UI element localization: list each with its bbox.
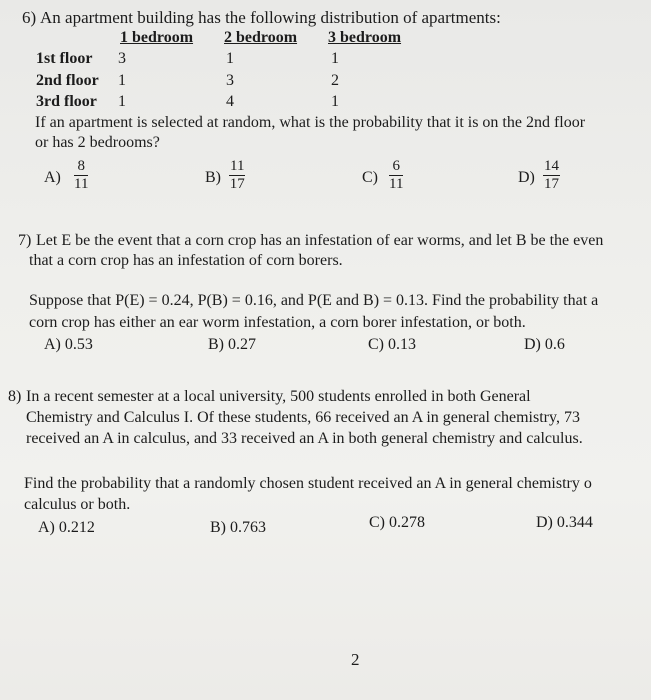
q6-choice-b-letter: B)	[205, 169, 221, 186]
q7-choice-c: C) 0.13	[368, 336, 416, 353]
q6-cell: 4	[226, 93, 234, 110]
q6-row-label: 3rd floor	[36, 93, 97, 110]
q7-line2: that a corn crop has an infestation of corn borers.	[29, 252, 343, 269]
q8-choice-a: A) 0.212	[38, 519, 95, 536]
q8-line5: calculus or both.	[24, 496, 131, 513]
q6-choice-b-fraction	[229, 159, 245, 192]
q6-question-line1: If an apartment is selected at random, what is the probability that it is on the 2nd floor	[35, 114, 586, 131]
q8-number: 8)	[8, 388, 22, 405]
q6-cell: 1	[118, 72, 126, 89]
fraction-denominator: 17	[229, 176, 245, 192]
q8-choice-d: D) 0.344	[536, 514, 593, 531]
q8-line2: Chemistry and Calculus I. Of these students, 66 received an A in general chemistry, 73	[26, 409, 580, 426]
fraction-numerator: 14	[544, 158, 559, 174]
q6-cell: 3	[226, 72, 234, 89]
q7-choice-a: A) 0.53	[44, 336, 93, 353]
q6-choice-d-fraction	[543, 159, 560, 192]
q6-cell: 2	[331, 72, 339, 89]
q6-question-line2: or has 2 bedrooms?	[35, 134, 160, 151]
q6-cell: 1	[226, 50, 234, 67]
q6-choice-c-letter: C)	[362, 169, 378, 186]
q6-col-3bedroom: 3 bedroom	[328, 29, 402, 46]
q6-number: 6)	[22, 8, 37, 27]
q8-line4: Find the probability that a randomly chosen student received an A in general chemistry o	[24, 475, 592, 492]
fraction-denominator: 11	[389, 176, 404, 192]
q7-choice-d: D) 0.6	[524, 336, 565, 353]
page-number: 2	[351, 650, 360, 669]
q7-number: 7)	[18, 232, 32, 249]
q7-line1: Let E be the event that a corn crop has an infestation of ear worms, and let B be the even	[36, 232, 604, 249]
q6-cell: 1	[118, 93, 126, 110]
q7-choice-b: B) 0.27	[208, 336, 256, 353]
q6-choice-a-fraction	[74, 159, 88, 192]
q8-line3: received an A in calculus, and 33 received an A in both general chemistry and calculus.	[26, 430, 583, 447]
q6-col-1bedroom: 1 bedroom	[120, 29, 194, 46]
fraction-numerator: 6	[389, 159, 403, 176]
q8-line1: In a recent semester at a local university, 500 students enrolled in both General	[26, 388, 531, 405]
q6-choice-d-letter: D)	[518, 169, 535, 186]
q8-choice-b: B) 0.763	[210, 519, 266, 536]
fraction-numerator: 8	[74, 159, 88, 176]
q7-line4: corn crop has either an ear worm infestation, a corn borer infestation, or both.	[29, 314, 526, 331]
q6-choice-a-letter: A)	[44, 169, 61, 186]
fraction-denominator: 17	[544, 176, 559, 192]
q6-cell: 1	[331, 50, 339, 67]
q6-row-label: 1st floor	[36, 50, 93, 67]
q6-row-label: 2nd floor	[36, 72, 99, 89]
q7-line3: Suppose that P(E) = 0.24, P(B) = 0.16, and P(E and B) = 0.13. Find the probability that a	[29, 292, 599, 309]
q6-cell: 3	[118, 50, 126, 67]
fraction-numerator: 11	[230, 158, 245, 174]
fraction-denominator: 11	[74, 176, 89, 192]
q6-choice-c-fraction	[389, 159, 403, 192]
q6-intro: An apartment building has the following distribution of apartments:	[40, 8, 501, 27]
q6-col-2bedroom: 2 bedroom	[224, 29, 298, 46]
q6-cell: 1	[331, 93, 339, 110]
q8-choice-c: C) 0.278	[369, 514, 425, 531]
